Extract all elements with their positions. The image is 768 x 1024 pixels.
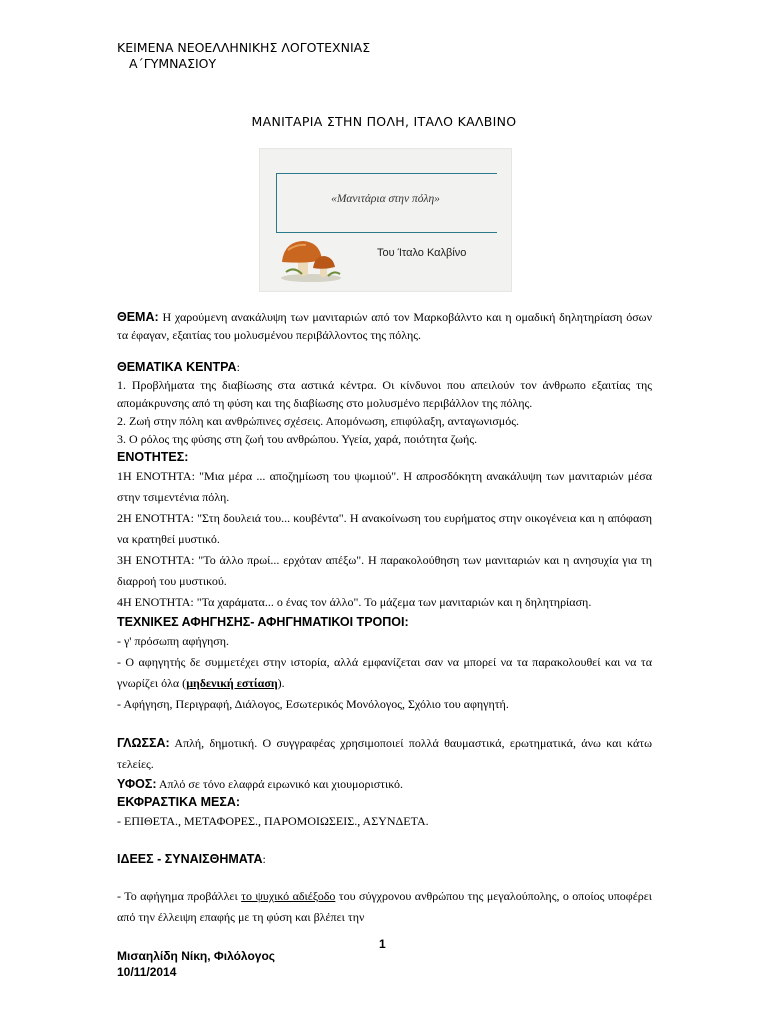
technique-item: - Ο αφηγητής δε συμμετέχει στην ιστορία, αλλά εμφανίζεται σαν να μπορεί να τα παρακολουθεί και να τα γνωρίζει όλα (μηδενική εστίαση). [117, 655, 652, 690]
zero-focalization-term: μηδενική εστίαση [186, 676, 278, 690]
style-label: ΥΦΟΣ: [117, 777, 157, 791]
technique-item: - γ' πρόσωπη αφήγηση. [117, 634, 230, 648]
cover-title: «Μανιτάρια στην πόλη» [331, 193, 440, 205]
thematic-center-item: 3. Ο ρόλος της φύσης στη ζωή του ανθρώπου. Υγεία, χαρά, ποιότητα ζωής. [117, 432, 478, 446]
thematic-center-item: 2. Ζωή στην πόλη και ανθρώπινες σχέσεις. Απομόνωση, επιφύλαξη, ανταγωνισμός. [117, 414, 519, 428]
cover-author: Του Ίταλο Καλβίνο [377, 247, 467, 259]
mushroom-illustration [278, 236, 344, 282]
header-grade: Α΄ΓΥΜΝΑΣΙΟΥ [129, 56, 217, 71]
section-item: 4Η ΕΝΟΤΗΤΑ: "Τα χαράματα... ο ένας τον άλλο". Το μάζεμα των μανιταριών και η δηλητηρίαση. [117, 595, 592, 609]
page-number: 1 [379, 937, 386, 951]
footer-author: Μισαηλίδη Νίκη, Φιλόλογος [117, 949, 276, 963]
section-item: 2Η ΕΝΟΤΗΤΑ: "Στη δουλειά του... κουβέντα". Η ανακοίνωση του ευρήματος στην οικογένεια και η απόφαση να κρατηθεί μυστικό. [117, 511, 652, 546]
thematic-centers-heading: ΘΕΜΑΤΙΚΑ ΚΕΝΤΡΑ: [117, 360, 240, 374]
language-paragraph: ΓΛΩΣΣΑ: Απλή, δημοτική. Ο συγγραφέας χρησιμοποιεί πολλά θαυμαστικά, ερωτηματικά, άνω και κάτω τελείες. [117, 736, 652, 771]
section-item: 3Η ΕΝΟΤΗΤΑ: "Το άλλο πρωί... ερχόταν απέξω". Η παρακολούθηση των μανιταριών και η ανησυχία για τη διαρροή του μυστικού. [117, 553, 652, 588]
thematic-centers-label: ΘΕΜΑΤΙΚΑ ΚΕΝΤΡΑ [117, 360, 237, 374]
sections-heading: ΕΝΟΤΗΤΕΣ: [117, 450, 189, 464]
technique-item: - Αφήγηση, Περιγραφή, Διάλογος, Εσωτερικός Μονόλογος, Σχόλιο του αφηγητή. [117, 697, 509, 711]
ideas-heading: ΙΔΕΕΣ - ΣΥΝΑΙΣΘΗΜΑΤΑ: [117, 852, 266, 866]
language-label: ΓΛΩΣΣΑ: [117, 736, 170, 750]
document-footer [117, 948, 275, 980]
document-header [117, 40, 370, 72]
document-body [117, 308, 652, 928]
theme-label: ΘΕΜΑ: [117, 310, 159, 324]
header-course: ΚΕΙΜΕΝΑ ΝΕΟΕΛΛΗΝΙΚΗΣ ΛΟΓΟΤΕΧΝΙΑΣ [117, 40, 371, 55]
expressive-means-text: - ΕΠΙΘΕΤΑ., ΜΕΤΑΦΟΡΕΣ., ΠΑΡΟΜΟΙΩΣΕΙΣ., ΑΣΥΝΔΕΤΑ. [117, 814, 429, 828]
section-item: 1Η ΕΝΟΤΗΤΑ: "Μια μέρα ... αποζημίωση του ψωμιού". Η απροσδόκητη ανακάλυψη των μανιταριών μέσα στην τσιμεντένια πόλη. [117, 469, 652, 504]
ideas-label: ΙΔΕΕΣ - ΣΥΝΑΙΣΘΗΜΑΤΑ [117, 852, 263, 866]
ideas-paragraph: - Το αφήγημα προβάλλει το ψυχικό αδιέξοδο του σύγχρονου ανθρώπου της μεγαλούπολης, ο οποίος υποφέρει από την έλλειψη επαφής με τη φύση και βλέπει την [117, 889, 652, 924]
footer-date: 10/11/2014 [117, 965, 177, 979]
document-title: ΜΑΝΙΤΑΡΙΑ ΣΤΗΝ ΠΟΛΗ, ΙΤΑΛΟ ΚΑΛΒΙΝΟ [251, 114, 517, 129]
theme-paragraph [117, 308, 652, 344]
narrative-techniques-heading: ΤΕΧΝΙΚΕΣ ΑΦΗΓΗΣΗΣ- ΑΦΗΓΗΜΑΤΙΚΟΙ ΤΡΟΠΟΙ: [117, 615, 409, 629]
style-paragraph: ΥΦΟΣ: Απλό σε τόνο ελαφρά ειρωνικό και χιουμοριστικό. [117, 777, 403, 791]
theme-text: Η χαρούμενη ανακάλυψη των μανιταριών από τον Μαρκοβάλντο και η ομαδική δηλητηρίαση όσων τα έφαγαν, εξαιτίας του μολυσμένου περιβάλλοντος της πόλης. [117, 310, 652, 342]
psychological-impasse-term: το ψυχικό αδιέξοδο [241, 889, 336, 903]
cover-image [259, 148, 512, 292]
thematic-center-item: 1. Προβλήματα της διαβίωσης στα αστικά κέντρα. Οι κίνδυνοι που απειλούν τον άνθρωπο εξαιτίας της απομάκρυνσης από τη φύση και της διαβίωσης στο μολυσμένο περιβάλλον της πόλης. [117, 378, 652, 410]
expressive-means-heading: ΕΚΦΡΑΣΤΙΚΑ ΜΕΣΑ: [117, 795, 241, 809]
